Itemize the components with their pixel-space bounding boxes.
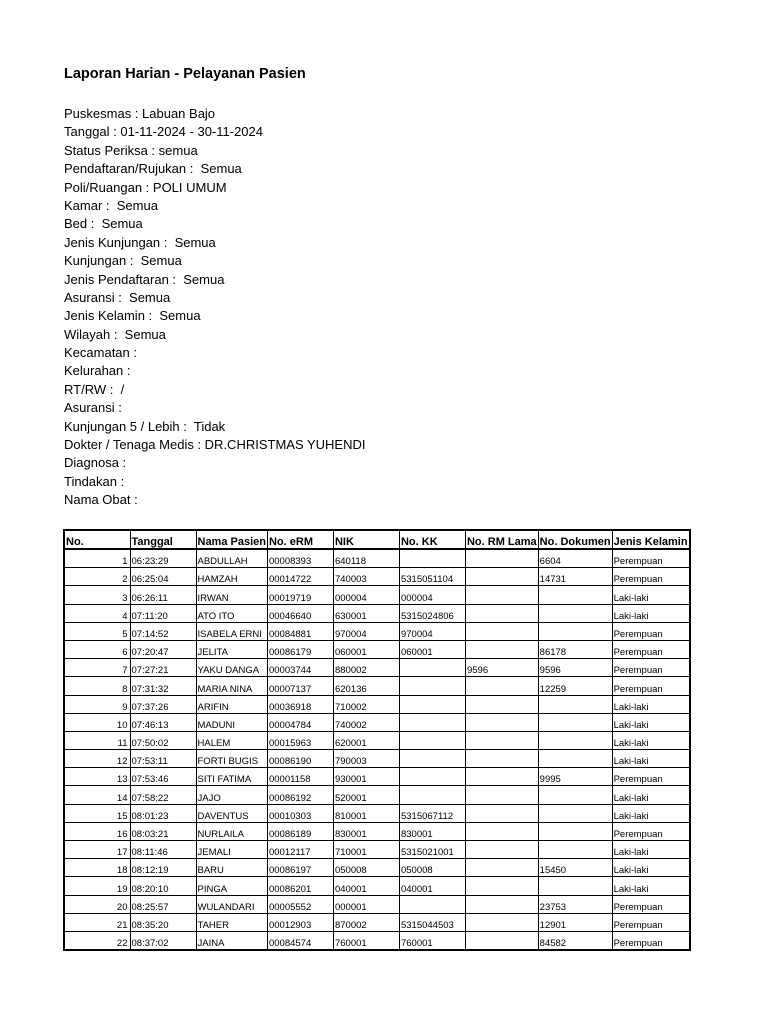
table-cell (465, 586, 538, 604)
filter-line: Jenis Kunjungan : Semua (64, 234, 216, 250)
table-cell (538, 750, 612, 768)
table-cell: 06:26:11 (130, 586, 196, 604)
table-cell: 06:25:04 (130, 568, 196, 586)
table-cell: 08:03:21 (130, 822, 196, 840)
table-cell: 4 (64, 604, 130, 622)
filter-line: Pendaftaran/Rujukan : Semua (64, 161, 242, 177)
column-header: No. eRM (267, 530, 333, 549)
table-row (64, 841, 690, 859)
table-row (64, 604, 690, 622)
table-cell: 810001 (333, 804, 399, 822)
table-cell: Laki-laki (612, 586, 689, 604)
table-cell: 790003 (333, 750, 399, 768)
table-cell: Perempuan (612, 822, 689, 840)
table-cell: 6604 (538, 549, 612, 568)
table-row (64, 640, 690, 658)
table-cell: 00012117 (267, 841, 333, 859)
table-cell: 830001 (399, 822, 465, 840)
table-cell (465, 804, 538, 822)
filter-line: Asuransi : (64, 400, 122, 416)
table-cell (465, 622, 538, 640)
table-cell: 14731 (538, 568, 612, 586)
table-cell (465, 913, 538, 931)
table-cell: 00005552 (267, 895, 333, 913)
table-cell: Laki-laki (612, 695, 689, 713)
table-cell: 5315067112 (399, 804, 465, 822)
filter-line: Kecamatan : (64, 345, 137, 361)
table-cell: 7 (64, 659, 130, 677)
table-cell: 870002 (333, 913, 399, 931)
table-row (64, 750, 690, 768)
table-cell (465, 822, 538, 840)
table-cell: 760001 (399, 931, 465, 950)
filter-line: Puskesmas : Labuan Bajo (64, 106, 216, 121)
table-cell: 1 (64, 549, 130, 568)
table-cell (399, 895, 465, 913)
table-cell: 18 (64, 859, 130, 877)
table-row (64, 877, 690, 895)
table-cell: 07:46:13 (130, 713, 196, 731)
table-cell: 11 (64, 731, 130, 749)
table-cell: 830001 (333, 822, 399, 840)
table-cell: 22 (64, 931, 130, 950)
table-cell: PINGA (196, 877, 267, 895)
report-title: Laporan Harian - Pelayanan Pasien (64, 66, 306, 82)
table-row (64, 895, 690, 913)
table-cell (465, 768, 538, 786)
table-cell: 630001 (333, 604, 399, 622)
table-cell: IRWAN (196, 586, 267, 604)
table-cell: Perempuan (612, 640, 689, 658)
filter-line: Tanggal : 01-11-2024 - 30-11-2024 (64, 124, 263, 140)
filter-line: Asuransi : Semua (64, 289, 171, 305)
column-header: Tanggal (130, 530, 196, 549)
table-row (64, 695, 690, 713)
filter-line: Status Periksa : semua (64, 142, 198, 158)
table-cell: 640118 (333, 549, 399, 568)
table-row (64, 913, 690, 931)
table-cell (538, 731, 612, 749)
table-cell (399, 695, 465, 713)
table-cell (538, 586, 612, 604)
table-cell: 00012903 (267, 913, 333, 931)
table-cell: DAVENTUS (196, 804, 267, 822)
table-cell: 620001 (333, 731, 399, 749)
table-cell: 050008 (399, 859, 465, 877)
table-cell: 5 (64, 622, 130, 640)
table-cell: 19 (64, 877, 130, 895)
table-cell: 07:37:26 (130, 695, 196, 713)
table-cell: Perempuan (612, 931, 689, 950)
table-cell: 00010303 (267, 804, 333, 822)
table-cell: HALEM (196, 731, 267, 749)
filter-line: Kunjungan : Semua (64, 253, 182, 269)
report-filters (64, 105, 366, 510)
table-cell (399, 731, 465, 749)
table-cell (399, 677, 465, 695)
table-cell: 710001 (333, 841, 399, 859)
table-cell: Laki-laki (612, 786, 689, 804)
table-cell: Perempuan (612, 895, 689, 913)
table-cell: 050008 (333, 859, 399, 877)
table-cell (538, 841, 612, 859)
table-cell: ABDULLAH (196, 549, 267, 568)
table-cell (465, 750, 538, 768)
table-cell: Laki-laki (612, 713, 689, 731)
table-cell: Laki-laki (612, 604, 689, 622)
table-cell: Laki-laki (612, 859, 689, 877)
table-row (64, 822, 690, 840)
filter-line: Kelurahan : (64, 363, 131, 379)
table-cell: Laki-laki (612, 804, 689, 822)
table-cell (465, 931, 538, 950)
table-cell: ISABELA ERNI (196, 622, 267, 640)
table-cell: 9596 (538, 659, 612, 677)
table-cell: 00086179 (267, 640, 333, 658)
table-cell: BARU (196, 859, 267, 877)
table-cell: 00036918 (267, 695, 333, 713)
table-row (64, 931, 690, 950)
table-cell: Perempuan (612, 659, 689, 677)
table-cell: 07:53:11 (130, 750, 196, 768)
filter-line: Wilayah : Semua (64, 326, 166, 342)
table-cell (465, 568, 538, 586)
table-cell: Perempuan (612, 677, 689, 695)
table-cell: Perempuan (612, 568, 689, 586)
table-row (64, 568, 690, 586)
table-cell (465, 695, 538, 713)
table-cell: 5315021001 (399, 841, 465, 859)
table-header-row (64, 530, 690, 549)
patient-table (63, 529, 691, 951)
table-cell: 000004 (333, 586, 399, 604)
table-cell: 760001 (333, 931, 399, 950)
table-cell: 86178 (538, 640, 612, 658)
table-cell: FORTI BUGIS (196, 750, 267, 768)
table-cell (465, 549, 538, 568)
table-cell (399, 750, 465, 768)
table-cell (465, 877, 538, 895)
table-row (64, 804, 690, 822)
table-cell (465, 677, 538, 695)
table-cell: ARIFIN (196, 695, 267, 713)
table-cell: 9 (64, 695, 130, 713)
table-cell: 8 (64, 677, 130, 695)
table-cell: JEMALI (196, 841, 267, 859)
table-cell: 08:20:10 (130, 877, 196, 895)
table-cell (465, 841, 538, 859)
table-row (64, 677, 690, 695)
table-cell: 08:11:46 (130, 841, 196, 859)
table-cell: 08:12:19 (130, 859, 196, 877)
table-cell: Laki-laki (612, 750, 689, 768)
column-header: Jenis Kelamin (612, 530, 689, 549)
table-cell: 00015963 (267, 731, 333, 749)
column-header: Nama Pasien (196, 530, 267, 549)
filter-line: Dokter / Tenaga Medis : DR.CHRISTMAS YUHENDI (64, 437, 366, 453)
table-row (64, 713, 690, 731)
table-cell: Laki-laki (612, 841, 689, 859)
table-cell: 15 (64, 804, 130, 822)
table-cell: 12259 (538, 677, 612, 695)
table-cell: 21 (64, 913, 130, 931)
table-cell: MADUNI (196, 713, 267, 731)
table-cell (465, 786, 538, 804)
table-cell: 5315044503 (399, 913, 465, 931)
table-cell: 07:58:22 (130, 786, 196, 804)
table-cell: 040001 (333, 877, 399, 895)
column-header: No. Dokumen (538, 530, 612, 549)
table-row (64, 549, 690, 568)
table-cell: 08:25:57 (130, 895, 196, 913)
table-cell: 00086190 (267, 750, 333, 768)
table-cell: Laki-laki (612, 731, 689, 749)
table-cell: 23753 (538, 895, 612, 913)
table-cell: 620136 (333, 677, 399, 695)
table-cell (538, 822, 612, 840)
table-cell: MARIA NINA (196, 677, 267, 695)
table-cell (399, 549, 465, 568)
table-cell: 12901 (538, 913, 612, 931)
table-cell: 20 (64, 895, 130, 913)
table-cell: JAJO (196, 786, 267, 804)
table-row (64, 659, 690, 677)
table-cell: 00084574 (267, 931, 333, 950)
table-cell: 2 (64, 568, 130, 586)
table-cell (465, 859, 538, 877)
table-cell: 000004 (399, 586, 465, 604)
table-cell: 08:37:02 (130, 931, 196, 950)
table-cell: 930001 (333, 768, 399, 786)
table-cell (465, 604, 538, 622)
table-cell: 740002 (333, 713, 399, 731)
table-cell: 00086201 (267, 877, 333, 895)
table-cell (538, 622, 612, 640)
table-cell: Laki-laki (612, 877, 689, 895)
table-cell: 84582 (538, 931, 612, 950)
table-cell: 9596 (465, 659, 538, 677)
table-cell: 00001158 (267, 768, 333, 786)
table-cell (399, 659, 465, 677)
table-cell (399, 713, 465, 731)
table-cell: 00004784 (267, 713, 333, 731)
table-cell: 00086192 (267, 786, 333, 804)
table-cell: JELITA (196, 640, 267, 658)
table-cell (465, 713, 538, 731)
table-cell: YAKU DANGA (196, 659, 267, 677)
table-cell: SITI FATIMA (196, 768, 267, 786)
table-cell (538, 695, 612, 713)
table-cell: 00014722 (267, 568, 333, 586)
table-cell: 14 (64, 786, 130, 804)
table-cell: 5315051104 (399, 568, 465, 586)
filter-line: Poli/Ruangan : POLI UMUM (64, 179, 227, 195)
table-row (64, 859, 690, 877)
column-header: No. (64, 530, 130, 549)
table-cell: Perempuan (612, 622, 689, 640)
column-header: NIK (333, 530, 399, 549)
table-cell: 970004 (399, 622, 465, 640)
table-cell: 15450 (538, 859, 612, 877)
table-cell: TAHER (196, 913, 267, 931)
table-cell (465, 895, 538, 913)
table-cell: NURLAILA (196, 822, 267, 840)
table-cell: 5315024806 (399, 604, 465, 622)
table-cell: 07:53:46 (130, 768, 196, 786)
table-cell: 3 (64, 586, 130, 604)
table-cell: 6 (64, 640, 130, 658)
table-cell (465, 640, 538, 658)
table-row (64, 622, 690, 640)
table-cell: Perempuan (612, 768, 689, 786)
table-cell: 16 (64, 822, 130, 840)
column-header: No. RM Lama (465, 530, 538, 549)
table-row (64, 786, 690, 804)
table-cell: 13 (64, 768, 130, 786)
table-cell: 17 (64, 841, 130, 859)
table-cell: HAMZAH (196, 568, 267, 586)
table-cell: 060001 (399, 640, 465, 658)
table-cell: 060001 (333, 640, 399, 658)
table-cell: 06:23:29 (130, 549, 196, 568)
filter-line: Diagnosa : (64, 455, 127, 471)
filter-line: Jenis Kelamin : Semua (64, 308, 201, 324)
table-cell (399, 768, 465, 786)
table-cell: 520001 (333, 786, 399, 804)
table-cell: 07:27:21 (130, 659, 196, 677)
table-cell: 00007137 (267, 677, 333, 695)
table-cell: 07:11:20 (130, 604, 196, 622)
table-cell (538, 604, 612, 622)
filter-line: Kamar : Semua (64, 197, 158, 213)
filter-line: Kunjungan 5 / Lebih : Tidak (64, 418, 226, 434)
table-cell: 08:01:23 (130, 804, 196, 822)
table-cell: 12 (64, 750, 130, 768)
table-cell: 00086189 (267, 822, 333, 840)
table-cell: 710002 (333, 695, 399, 713)
table-cell: 07:50:02 (130, 731, 196, 749)
filter-line: Tindakan : (64, 473, 125, 489)
table-row (64, 768, 690, 786)
table-cell: JAINA (196, 931, 267, 950)
filter-line: RT/RW : / (64, 381, 125, 397)
table-cell: 00086197 (267, 859, 333, 877)
table-cell: WULANDARI (196, 895, 267, 913)
table-row (64, 586, 690, 604)
table-cell: 07:14:52 (130, 622, 196, 640)
table-cell: ATO ITO (196, 604, 267, 622)
table-cell (538, 804, 612, 822)
table-cell: 07:20:47 (130, 640, 196, 658)
table-cell (538, 786, 612, 804)
table-cell: 880002 (333, 659, 399, 677)
table-cell: 00046640 (267, 604, 333, 622)
table-cell: 08:35:20 (130, 913, 196, 931)
table-cell: 07:31:32 (130, 677, 196, 695)
table-cell: 040001 (399, 877, 465, 895)
table-cell: 00019719 (267, 586, 333, 604)
table-cell: 10 (64, 713, 130, 731)
table-cell (538, 877, 612, 895)
table-cell: 740003 (333, 568, 399, 586)
table-cell (399, 786, 465, 804)
table-cell: 000001 (333, 895, 399, 913)
table-cell: 9995 (538, 768, 612, 786)
table-cell: 970004 (333, 622, 399, 640)
table-cell: Perempuan (612, 913, 689, 931)
table-cell: 00084881 (267, 622, 333, 640)
filter-line: Jenis Pendaftaran : Semua (64, 271, 225, 287)
table-cell (465, 731, 538, 749)
table-cell: 00008393 (267, 549, 333, 568)
table-row (64, 731, 690, 749)
filter-line: Nama Obat : (64, 492, 138, 508)
table-cell: Perempuan (612, 549, 689, 568)
table-cell: 00003744 (267, 659, 333, 677)
filter-line: Bed : Semua (64, 216, 143, 232)
column-header: No. KK (399, 530, 465, 549)
table-cell (538, 713, 612, 731)
